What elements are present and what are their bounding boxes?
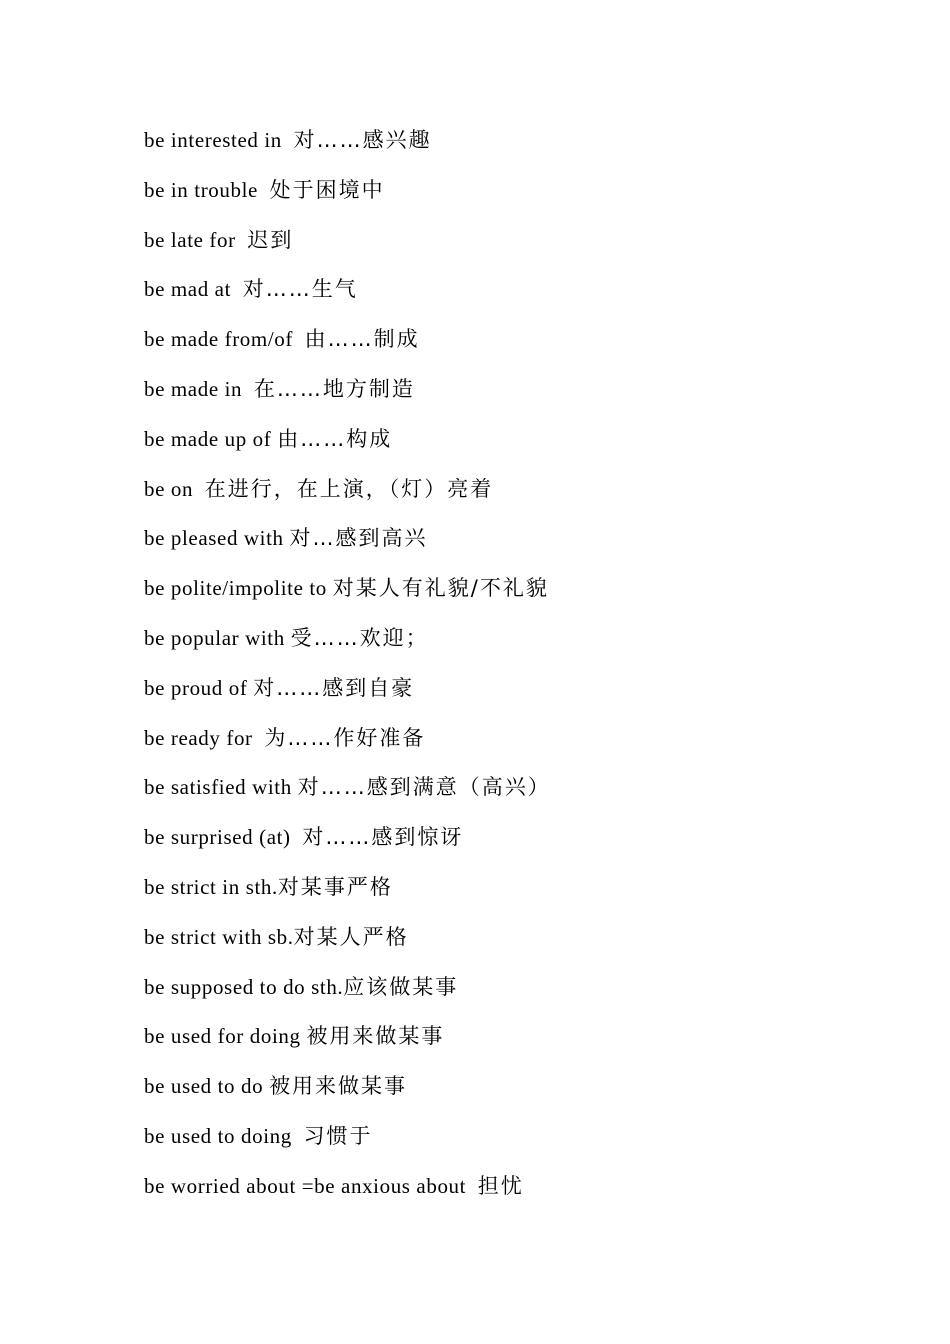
english-phrase: be supposed to do sth. [144, 974, 344, 999]
chinese-meaning: 对……感兴趣 [293, 128, 432, 152]
chinese-meaning: 对……感到自豪 [253, 675, 415, 700]
chinese-meaning: 被用来做某事 [269, 1074, 408, 1099]
phrase-line [144, 1070, 551, 1120]
phrase-line [144, 522, 551, 572]
chinese-meaning: 在……地方制造 [253, 376, 415, 401]
english-phrase: be interested in [144, 128, 294, 152]
chinese-meaning: 处于困境中 [269, 177, 385, 202]
chinese-meaning: 迟到 [247, 227, 294, 252]
english-phrase: be proud of [144, 675, 254, 700]
english-phrase: be polite/impolite to [144, 576, 333, 601]
chinese-meaning: 对……生气 [242, 277, 358, 302]
english-phrase: be pleased with [144, 526, 290, 551]
chinese-meaning: 担忧 [477, 1173, 524, 1198]
phrase-line [144, 871, 551, 921]
phrase-list [144, 124, 551, 1220]
chinese-meaning: 由……构成 [277, 426, 393, 451]
phrase-line [144, 423, 551, 473]
chinese-meaning: 对……感到满意（高兴） [297, 775, 551, 800]
chinese-meaning: 为……作好准备 [264, 725, 426, 750]
english-phrase: be surprised (at) [144, 825, 303, 850]
phrase-line [144, 1170, 551, 1220]
phrase-line [144, 921, 551, 971]
phrase-line [144, 821, 551, 871]
english-phrase: be strict with sb. [144, 924, 294, 949]
phrase-line [144, 323, 551, 373]
phrase-line [144, 622, 551, 672]
phrase-line [144, 373, 551, 423]
chinese-meaning: 应该做某事 [343, 974, 459, 999]
chinese-meaning: 习惯于 [303, 1123, 373, 1148]
chinese-meaning: 对某人严格 [293, 924, 409, 949]
english-phrase: be strict in sth. [144, 874, 278, 899]
chinese-meaning: 受……欢迎； [290, 625, 429, 650]
chinese-meaning: 对某事严格 [277, 874, 393, 899]
phrase-line [144, 722, 551, 772]
english-phrase: be made in [144, 376, 254, 401]
chinese-meaning: 对……感到惊讶 [302, 825, 464, 850]
phrase-line [144, 124, 551, 174]
chinese-meaning: 由……制成 [304, 327, 420, 352]
phrase-line [144, 1020, 551, 1070]
chinese-meaning: 对某人有礼貌/不礼貌 [332, 576, 549, 601]
english-phrase: be made from/of [144, 327, 305, 352]
english-phrase: be satisfied with [144, 775, 298, 800]
english-phrase: be popular with [144, 625, 291, 650]
english-phrase: be used for doing [144, 1024, 307, 1049]
phrase-line [144, 473, 551, 523]
phrase-line [144, 672, 551, 722]
english-phrase: be in trouble [144, 177, 270, 202]
english-phrase: be late for [144, 227, 248, 252]
english-phrase: be used to do [144, 1074, 270, 1099]
english-phrase: be used to doing [144, 1123, 304, 1148]
english-phrase: be worried about =be anxious about [144, 1173, 478, 1198]
english-phrase: be made up of [144, 426, 278, 451]
chinese-meaning: 在进行，在上演，（灯）亮着 [204, 476, 494, 501]
phrase-line [144, 1120, 551, 1170]
phrase-line [144, 273, 551, 323]
chinese-meaning: 对…感到高兴 [289, 526, 428, 551]
phrase-line [144, 971, 551, 1021]
phrase-line [144, 771, 551, 821]
english-phrase: be mad at [144, 277, 243, 302]
phrase-line [144, 572, 551, 622]
english-phrase: be ready for [144, 725, 265, 750]
chinese-meaning: 被用来做某事 [306, 1024, 445, 1049]
phrase-line [144, 224, 551, 274]
english-phrase: be on [144, 476, 205, 501]
phrase-line [144, 174, 551, 224]
